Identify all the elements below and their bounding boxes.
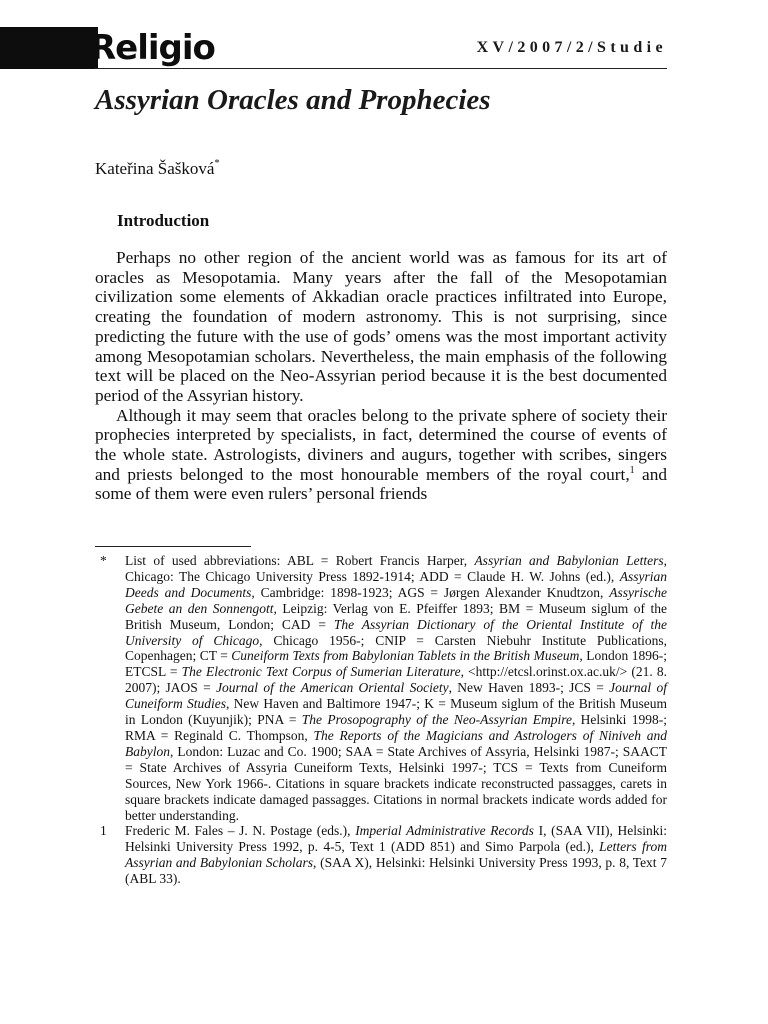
footnote-title: Imperial Administrative Records — [355, 823, 534, 839]
footnote-title: The Electronic Text Corpus of Sumerian Literature — [181, 664, 461, 680]
paragraph-2-part-b: and some of them were even rulers’ personal friends — [95, 464, 668, 504]
footnote-segment: , (SAA X), Helsinki: Helsinki University Press 1993, p. 8, Text 7 (ABL 33). — [125, 855, 667, 887]
paragraph-1: Perhaps no other region of the ancient world was as famous for its art of oracles as Mesopotamia. Many years after the fall of the Mesopotamian civilization some elements of Akkadian oracle practices infiltrated into Europe, creating the foundation of modern astronomy. This is not surprising, since predicting the future with the use of gods’ omens was the most important activity among Mesopotamian scholars. Nevertheless, the main emphasis of the following text will be placed on the Neo-Assyrian period because it is the best documented period of the Assyrian history. — [95, 248, 667, 405]
footnote-segment: List of used abbreviations: ABL = Robert Francis Harper, — [125, 553, 475, 568]
footnote-title: Assyrian Deeds and Documents — [125, 568, 667, 600]
footnote-title: The Reports of the Magicians and Astrologers of Niniveh and Babylon — [125, 727, 667, 759]
footnote-title: Assyrische Gebete an den Sonnengott — [125, 584, 667, 616]
footnote-segment: , Helsinki 1998-; RMA = Reginald C. Thompson, — [125, 712, 667, 743]
footnote-segment: Frederic M. Fales – J. N. Postage (eds.), — [125, 823, 356, 839]
footnote-title: Assyrian and Babylonian Letters — [474, 553, 664, 568]
footnotes — [100, 553, 667, 887]
footnote-segment: I, (SAA VII), Helsinki: Helsinki University Press 1992, p. 4-5, Text 1 (ADD 851) and Simo Parpola (ed.), — [125, 823, 667, 855]
footnote-segment: , New Haven and Baltimore 1947-; K = Museum siglum of the British Museum in London (Kuyunjik); PNA = — [125, 696, 668, 728]
author-name: Kateřina Šašková — [95, 159, 215, 178]
journal-logo: Religio — [90, 28, 215, 68]
footnote-title: The Assyrian Dictionary of the Oriental Institute of the University of Chicago — [125, 616, 667, 648]
footnote-title: Journal of the American Oriental Society — [216, 680, 449, 696]
footnote-text — [125, 823, 667, 887]
footnote-title: The Prosopography of the Neo-Assyrian Empire — [301, 712, 572, 728]
logo-black-bar — [0, 27, 98, 69]
footnote-title: Cuneiform Texts from Babylonian Tablets in the British Museum — [231, 648, 580, 664]
footnote-segment: , Chicago: The Chicago University Press 1892-1914; ADD = Claude H. W. Johns (ed.), — [125, 553, 667, 584]
footnote-mark: * — [100, 553, 107, 568]
footnote — [100, 553, 667, 823]
footnote-rule — [95, 546, 251, 547]
paragraph-2-part-a: Although it may seem that oracles belong to the private sphere of society their prophecies interpreted by specialists, in fact, determined the course of events of the whole state. Astrologists, diviners and augurs, together with scribes, singers and priests belonged to the most honourable members of the royal court, — [95, 405, 667, 484]
footnote-segment: , Cambridge: 1898-1923; AGS = Jørgen Alexander Knudtzon, — [251, 584, 610, 600]
footnote-segment: , Leipzig: Verlag von E. Pfeiffer 1893; BM = Museum siglum of the British Museum, London; CAD = — [125, 600, 667, 632]
section-heading: Introduction — [117, 211, 210, 230]
footnote-ref-1: 1 — [629, 464, 635, 476]
header-rule — [95, 68, 667, 69]
article-title: Assyrian Oracles and Prophecies — [95, 84, 491, 116]
footnote-text — [125, 553, 667, 823]
author-footnote-mark: * — [214, 158, 220, 170]
footnote-segment: , Chicago 1956-; CNIP = Carsten Niebuhr Institute Publications, Copenhagen; CT = — [125, 632, 667, 664]
footnote-segment: , New Haven 1893-; JCS = — [448, 680, 610, 696]
footnote-title: Letters from Assyrian and Babylonian Scholars — [125, 839, 667, 871]
footnote-segment: , <http://etcsl.orinst.ox.ac.uk/> (21. 8. 2007); JAOS = — [125, 664, 667, 696]
footnote-mark: 1 — [100, 823, 107, 839]
footnote-segment: , London 1896-; ETCSL = — [125, 648, 667, 680]
author-line — [95, 159, 219, 179]
issue-label: XV/2007/2/Studie — [476, 39, 667, 56]
footnote-segment: , London: Luzac and Co. 1900; SAA = State Archives of Assyria, Helsinki 1987-; SAACT = State Archives of Assyria Cuneiform Texts, Helsinki 1997-; TCS = Texts from Cuneiform Sources, New York 1966-. Citations in square brackets indicate reconstructed passagges, carets in square brackets indicate damaged passagges. Citations in normal brackets indicate words added for better understanding. — [125, 743, 667, 823]
body-text — [95, 248, 667, 504]
paragraph-2 — [95, 406, 667, 505]
footnote — [100, 823, 667, 887]
footnote-title: Journal of Cuneiform Studies — [125, 680, 667, 712]
